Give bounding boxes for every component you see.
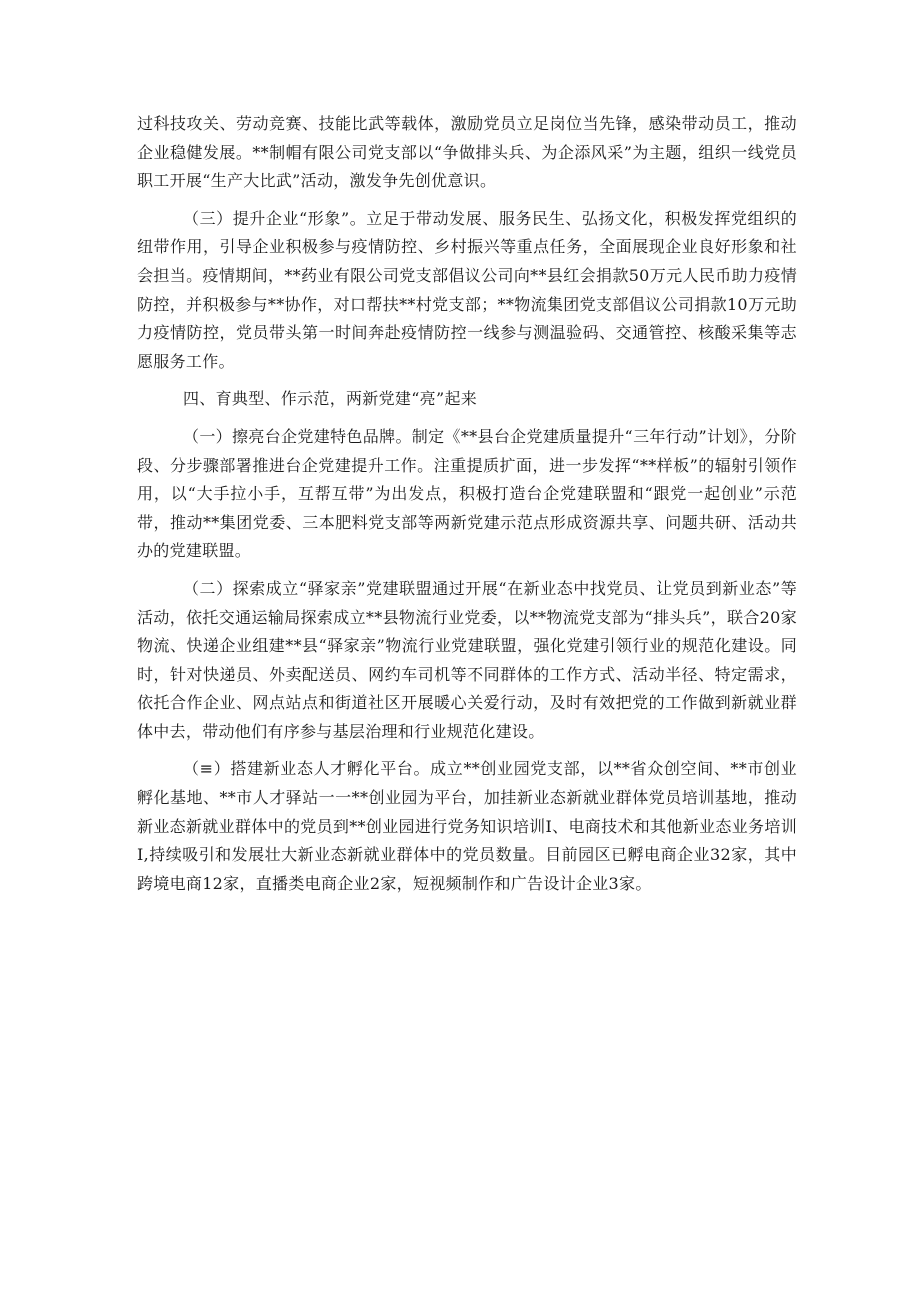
document-page [137,110,797,907]
paragraph-continuation: 过科技攻关、劳动竞赛、技能比武等载体，激励党员立足岗位当先锋，感染带动员工，推动企业稳健发展。**制帽有限公司党支部以“争做排头兵、为企添风采”为主题，组织一线党员职工开展“生产大比武”活动，激发争先创优意识。 [137,114,797,191]
paragraph-yijiaqin-alliance: （二）探索成立“驿家亲”党建联盟通过开展“在新业态中找党员、让党员到新业态”等活动，依托交通运输局探索成立**县物流行业党委，以**物流党支部为“排头兵”，联合20家物流、快递企业组建**县“驿家亲”物流行业党建联盟，强化党建引领行业的规范化建设。同时，针对快递员、外卖配送员、网约车司机等不同群体的工作方式、活动半径、特定需求，依托合作企业、网点站点和街道社区开展暖心关爱行动，及时有效把党的工作做到新就业群体中去，带动他们有序参与基层治理和行业规范化建设。 [137,578,797,741]
paragraph-enterprise-image: （三）提升企业“形象”。立足于带动发展、服务民生、弘扬文化，积极发挥党组织的纽带作用，引导企业积极参与疫情防控、乡村振兴等重点任务，全面展现企业良好形象和社会担当。疫情期间，**药业有限公司党支部倡议公司向**县红会捐款50万元人民币助力疫情防控，并积极参与**协作，对口帮扶**村党支部；**物流集团党支部倡议公司捐款10万元助力疫情防控，党员带头第一时间奔赴疫情防控一线参与测温验码、交通管控、核酸采集等志愿服务工作。 [137,208,797,371]
paragraph-talent-incubation: （≡）搭建新业态人才孵化平台。成立**创业园党支部，以**省众创空间、**市创业孵化基地、**市人才驿站一一**创业园为平台，加挂新业态新就业群体党员培训基地，推动新业态新就业群体中的党员到**创业园进行党务知识培训I、电商技术和其他新业态业务培训I,持续吸引和发展壮大新业态新就业群体中的党员数量。目前园区已孵电商企业32家，其中跨境电商12家，直播类电商企业2家，短视频制作和广告设计企业3家。 [137,759,797,893]
paragraph-taiwan-enterprise-brand: （一）擦亮台企党建特色品牌。制定《**县台企党建质量提升“三年行动”计划》，分阶段、分步骤部署推进台企党建提升工作。注重提质扩面，进一步发挥“**样板”的辐射引领作用，以“大手拉小手，互帮互带”为出发点，积极打造台企党建联盟和“跟党一起创业”示范带，推动**集团党委、三本肥料党支部等两新党建示范点形成资源共享、问题共研、活动共办的党建联盟。 [137,426,797,561]
section-heading-four: 四、育典型、作示范，两新党建“亮”起来 [183,389,478,409]
